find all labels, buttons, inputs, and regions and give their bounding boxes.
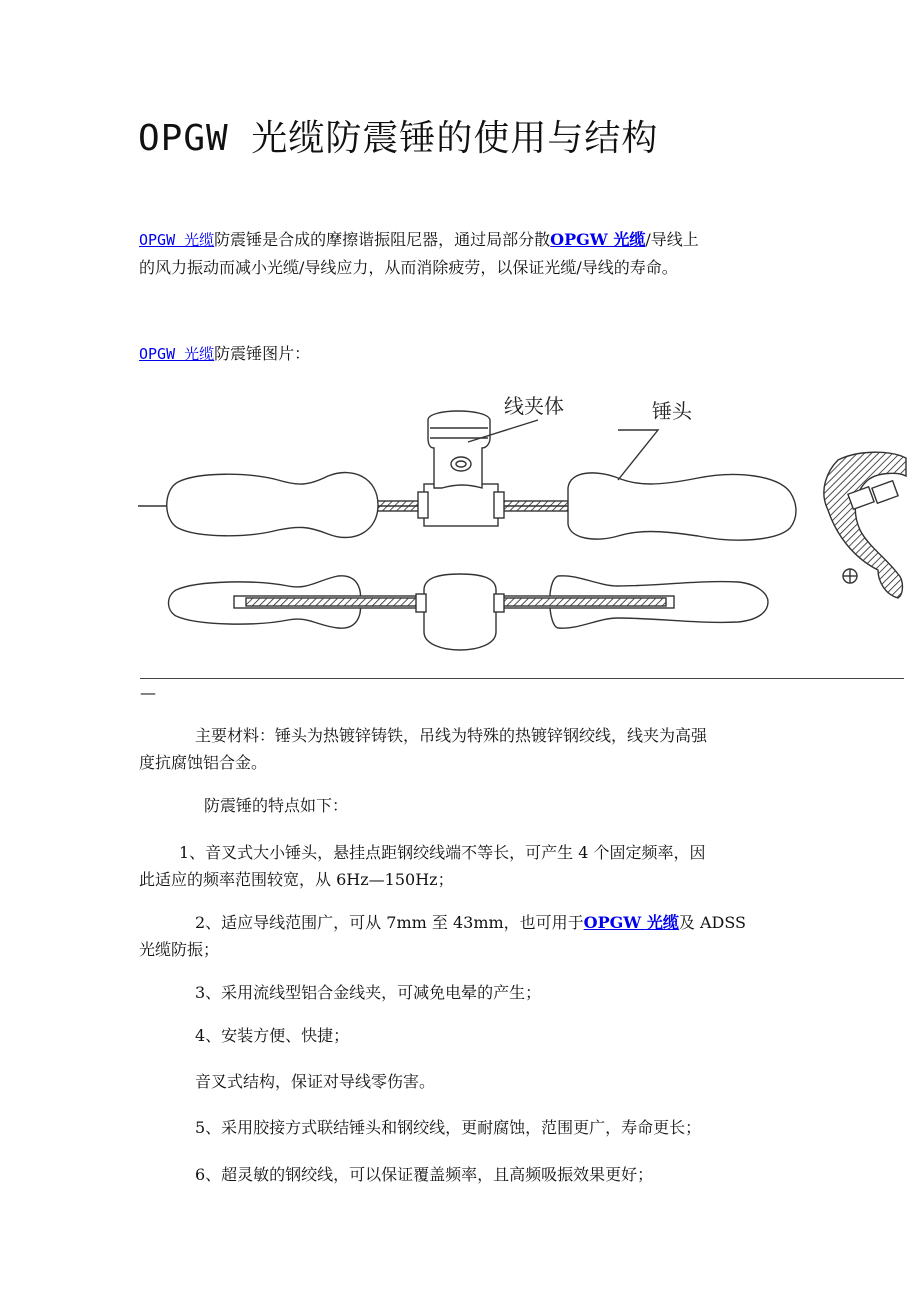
opgw-link-4[interactable]: OPGW 光缆 xyxy=(583,913,679,932)
left-hammer-top xyxy=(167,473,378,538)
opgw-link-3[interactable]: OPGW 光缆 xyxy=(139,345,215,363)
intro-line-2: 的风力振动而减小光缆/导线应力，从而消除疲劳，以保证光缆/导线的寿命。 xyxy=(139,258,678,277)
clamp-body-top xyxy=(428,411,490,488)
feature-1 xyxy=(139,839,706,893)
feature-2-text-1: 2、适应导线范围广，可从 7mm 至 43mm，也可用于 xyxy=(195,913,584,932)
feature-2 xyxy=(139,909,746,963)
separator-dash: — xyxy=(140,683,156,702)
feature-2-text-2: 及 ADSS xyxy=(678,913,746,932)
opgw-link-2[interactable]: OPGW 光缆 xyxy=(550,230,646,249)
damper-diagram xyxy=(138,380,908,670)
right-hammer-top xyxy=(568,473,796,540)
feature-4-note: 音叉式结构，保证对导线零伤害。 xyxy=(195,1072,436,1091)
materials-paragraph xyxy=(139,722,707,776)
clamp-bottom xyxy=(424,574,496,650)
intro-paragraph xyxy=(139,226,699,281)
feature-1-line-2: 此适应的频率范围较宽，从 6Hz—150Hz； xyxy=(139,870,454,889)
clamp-bolt-top xyxy=(451,457,471,471)
intro-text-1: 防震锤是合成的摩擦谐振阻尼器，通过局部分散 xyxy=(214,230,551,249)
feature-1-line-1: 1、音叉式大小锤头，悬挂点距钢绞线端不等长，可产生 4 个固定频率，因 xyxy=(179,843,706,862)
features-heading: 防震锤的特点如下： xyxy=(204,796,349,815)
page-title: OPGW 光缆防震锤的使用与结构 xyxy=(138,118,659,159)
side-view-clamp xyxy=(824,452,906,598)
materials-line-1: 主要材料：锤头为热镀锌铸铁，吊线为特殊的热镀锌钢绞线，线夹为高强 xyxy=(195,726,708,745)
caption-text: 防震锤图片： xyxy=(214,344,311,363)
materials-line-2: 度抗腐蚀铝合金。 xyxy=(139,753,268,772)
label-hammer-head: 锤头 xyxy=(652,399,692,423)
feature-4: 4、安装方便、快捷； xyxy=(195,1026,350,1045)
feature-2-line-2: 光缆防振； xyxy=(139,940,220,959)
clamp-top xyxy=(424,484,498,526)
feature-3: 3、采用流线型铝合金线夹，可减免电晕的产生； xyxy=(195,983,542,1002)
opgw-link-1[interactable]: OPGW 光缆 xyxy=(139,231,215,249)
horizontal-rule xyxy=(140,678,904,679)
feature-6: 6、超灵敏的钢绞线，可以保证覆盖频率，且高频吸振效果更好； xyxy=(195,1165,654,1184)
image-caption xyxy=(139,340,310,368)
label-clamp-body: 线夹体 xyxy=(504,394,564,418)
feature-5: 5、采用胶接方式联结锤头和钢绞线，更耐腐蚀，范围更广，寿命更长； xyxy=(195,1118,702,1137)
intro-text-2: /导线上 xyxy=(645,230,699,249)
